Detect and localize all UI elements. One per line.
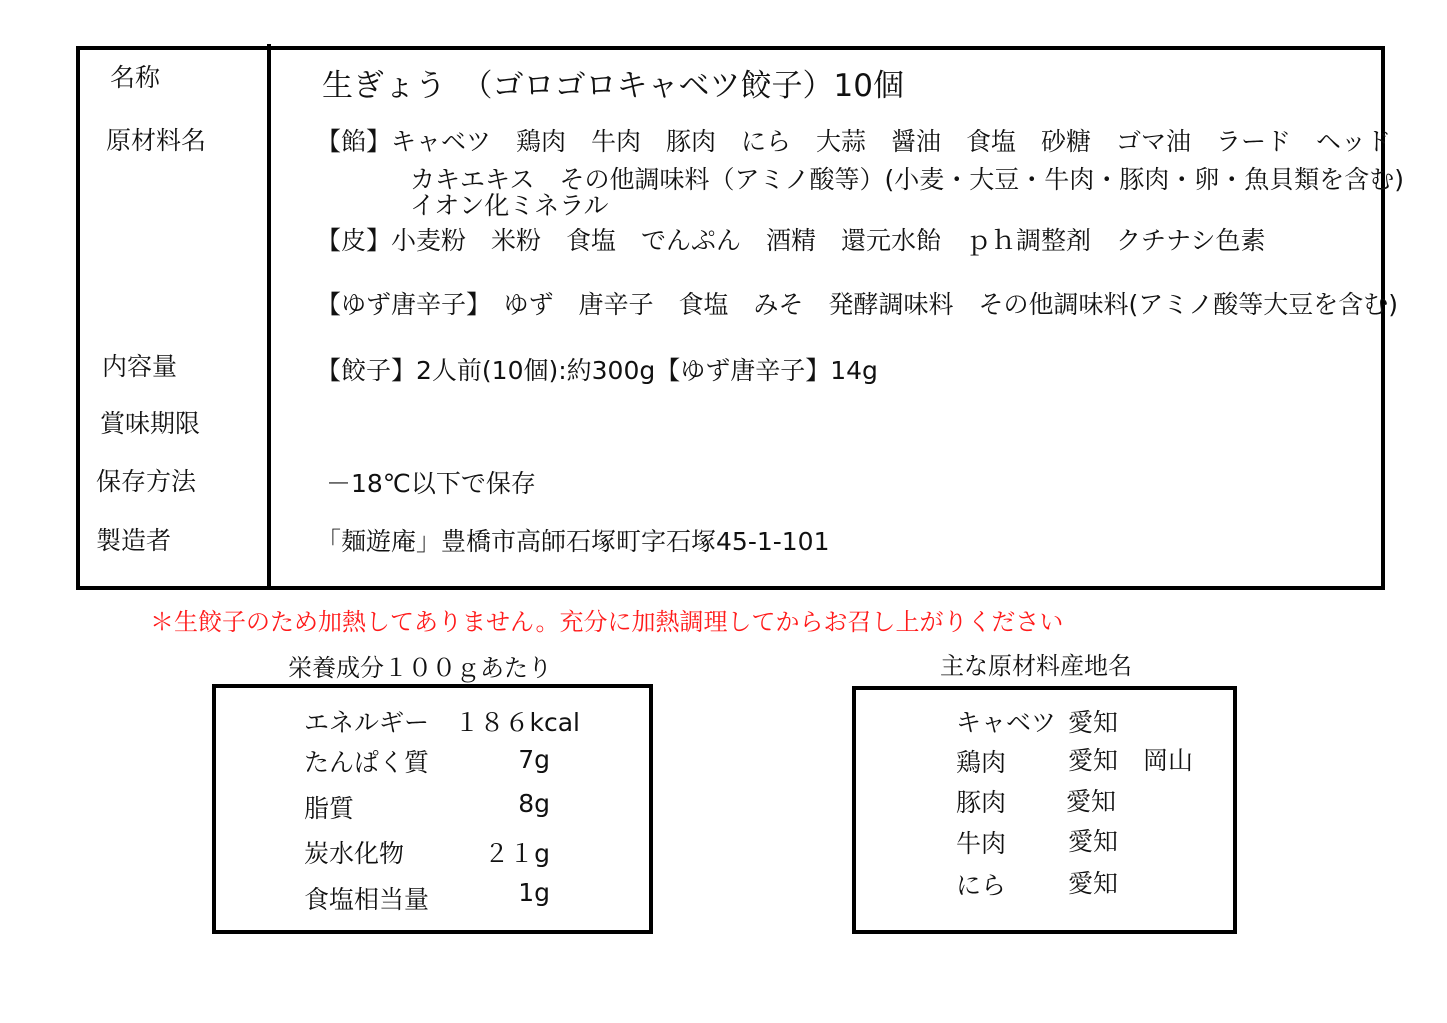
ingredients-filling-line-2: カキエキス その他調味料（アミノ酸等）(小麦・大豆・牛肉・豚肉・卵・魚貝類を含む) [410, 165, 1405, 194]
ingredients-yuzu-line: 【ゆず唐辛子】 ゆず 唐辛子 食塩 みそ 発酵調味料 その他調味料(アミノ酸等大豆を含む) [316, 290, 1399, 319]
product-name-value: 生ぎょう （ゴロゴロキャベツ餃子）10個 [322, 68, 904, 104]
origin-ingredient: 牛肉 [956, 829, 1007, 858]
origin-place: 愛知 [1068, 869, 1119, 898]
origin-ingredient: キャベツ [956, 708, 1057, 737]
nutrition-value: 7g [518, 745, 550, 774]
ingredients-wrapper-line: 【皮】小麦粉 米粉 食塩 でんぷん 酒精 還元水飴 ｐｈ調整剤 クチナシ色素 [316, 226, 1266, 255]
origin-ingredient: 豚肉 [956, 788, 1007, 817]
content-value: 【餃子】2人前(10個):約300g【ゆず唐辛子】14g [316, 356, 878, 385]
nutrition-name: 炭水化物 [304, 839, 405, 868]
nutrition-value: １８６kcal [454, 708, 580, 737]
origin-place: 愛知 [1068, 827, 1119, 856]
origin-place: 愛知 岡山 [1068, 746, 1194, 775]
ingredients-filling-line-3: イオン化ミネラル [410, 191, 609, 220]
nutrition-name: エネルギー [304, 708, 430, 737]
origin-place: 愛知 [1068, 708, 1119, 737]
nutrition-name: 脂質 [304, 794, 355, 823]
origin-ingredient: 鶏肉 [956, 748, 1007, 777]
nutrition-value: ２１g [484, 839, 550, 868]
maker-value: 「麺遊庵」豊橋市高師石塚町字石塚45-1-101 [316, 527, 830, 556]
label-content: 内容量 [102, 352, 178, 381]
label-storage: 保存方法 [96, 467, 197, 496]
nutrition-title: 栄養成分１００ｇあたり [288, 654, 552, 682]
origin-ingredient: にら [956, 871, 1007, 900]
nutrition-name: 食塩相当量 [304, 885, 430, 914]
nutrition-value: 1g [518, 878, 550, 907]
ingredients-filling-line: 【餡】キャベツ 鶏肉 牛肉 豚肉 にら 大蒜 醤油 食塩 砂糖 ゴマ油 ラード ヘッド [316, 127, 1392, 156]
label-column-divider [267, 44, 271, 586]
storage-value: －18℃以下で保存 [326, 469, 536, 498]
label-ingredients: 原材料名 [106, 126, 207, 155]
label-maker: 製造者 [96, 526, 172, 555]
label-name: 名称 [110, 63, 161, 92]
nutrition-name: たんぱく質 [304, 748, 430, 777]
origin-title: 主な原材料産地名 [940, 652, 1132, 680]
origin-place: 愛知 [1066, 787, 1117, 816]
heating-warning: ＊生餃子のため加熱してありません。充分に加熱調理してからお召し上がりください [150, 608, 1064, 636]
nutrition-value: 8g [518, 789, 550, 818]
label-expiry: 賞味期限 [100, 409, 201, 438]
